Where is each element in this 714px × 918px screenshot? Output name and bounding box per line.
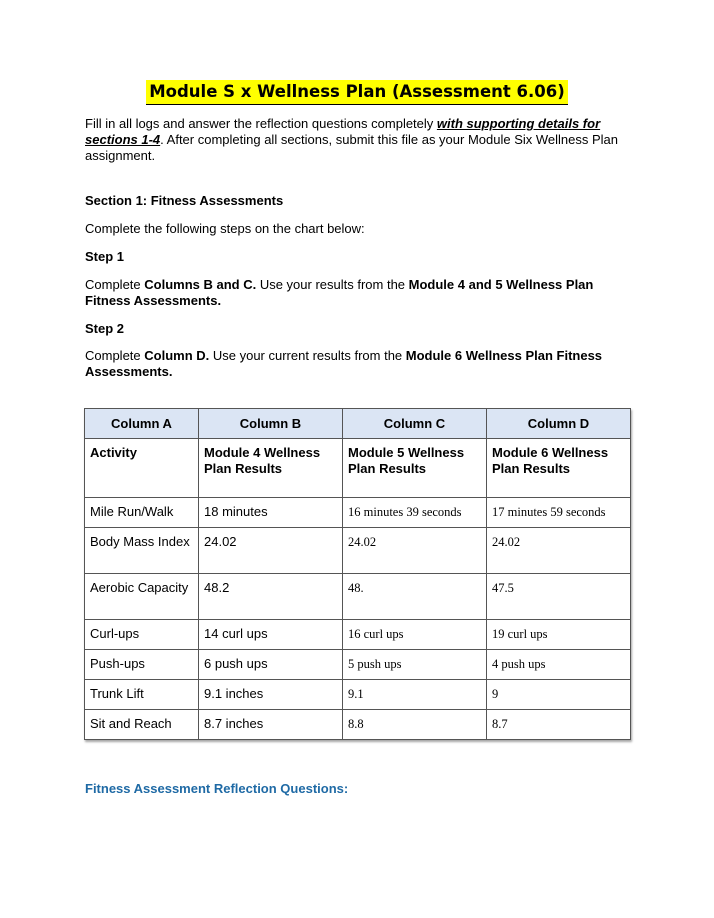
step2-bold1: Column D. [144,348,210,363]
activity-cell[interactable]: Body Mass Index [85,528,199,574]
result-cell[interactable]: 5 push ups [343,650,487,680]
table-subheader-row [85,439,631,498]
result-cell[interactable]: 8.8 [343,710,487,740]
result-cell[interactable]: 24.02 [199,528,343,574]
page-title: Module S x Wellness Plan (Assessment 6.06) [146,80,568,105]
section1-instruction: Complete the following steps on the chart below: [85,221,365,236]
step1-text [85,277,630,309]
intro-text-after: . After completing all sections, submit this file as your Module Six Wellness Plan assignment. [85,132,619,163]
step1-bold2: Module 4 and 5 Wellness Plan Fitness Assessments. [85,277,594,308]
result-cell[interactable]: 14 curl ups [199,620,343,650]
reflection-heading: Fitness Assessment Reflection Questions: [85,781,349,796]
intro-text-before: Fill in all logs and answer the reflection questions completely [85,116,437,131]
result-cell[interactable]: 6 push ups [199,650,343,680]
activity-cell[interactable]: Push-ups [85,650,199,680]
column-header: Column C [343,409,487,439]
activity-cell[interactable]: Sit and Reach [85,710,199,740]
table-row [85,620,631,650]
title-wrap [0,80,714,105]
activity-cell[interactable]: Aerobic Capacity [85,574,199,620]
subheader-cell[interactable]: Activity [85,439,199,498]
table-row [85,498,631,528]
step1-heading: Step 1 [85,249,125,264]
column-header: Column B [199,409,343,439]
result-cell[interactable]: 18 minutes [199,498,343,528]
step2-text [85,348,630,380]
column-header: Column A [85,409,199,439]
result-cell[interactable]: 48. [343,574,487,620]
result-cell[interactable]: 17 minutes 59 seconds [487,498,631,528]
column-header: Column D [487,409,631,439]
step2-bold2: Module 6 Wellness Plan Fitness Assessments. [85,348,603,379]
result-cell[interactable]: 9.1 inches [199,680,343,710]
activity-cell[interactable]: Curl-ups [85,620,199,650]
step1-mid: Use your results from the [256,277,409,292]
result-cell[interactable]: 19 curl ups [487,620,631,650]
step2-pre: Complete [85,348,145,363]
step2-heading: Step 2 [85,321,125,336]
table-row [85,574,631,620]
result-cell[interactable]: 16 minutes 39 seconds [343,498,487,528]
fitness-assessment-table [84,408,631,740]
activity-cell[interactable]: Mile Run/Walk [85,498,199,528]
activity-cell[interactable]: Trunk Lift [85,680,199,710]
table-row [85,528,631,574]
subheader-cell[interactable]: Module 6 Wellness Plan Results [487,439,631,498]
step2-mid: Use your current results from the [209,348,406,363]
result-cell[interactable]: 24.02 [343,528,487,574]
table-row [85,680,631,710]
intro-emphasis: with supporting details for sections 1-4 [85,116,601,147]
step1-bold1: Columns B and C. [144,277,257,292]
result-cell[interactable]: 8.7 inches [199,710,343,740]
intro-paragraph [85,116,630,164]
table-row [85,710,631,740]
step1-pre: Complete [85,277,145,292]
subheader-cell[interactable]: Module 4 Wellness Plan Results [199,439,343,498]
subheader-cell[interactable]: Module 5 Wellness Plan Results [343,439,487,498]
table-row [85,650,631,680]
result-cell[interactable]: 9.1 [343,680,487,710]
section1-heading: Section 1: Fitness Assessments [85,193,284,208]
table-column-header-row [85,409,631,439]
result-cell[interactable]: 16 curl ups [343,620,487,650]
result-cell[interactable]: 9 [487,680,631,710]
result-cell[interactable]: 48.2 [199,574,343,620]
result-cell[interactable]: 47.5 [487,574,631,620]
result-cell[interactable]: 24.02 [487,528,631,574]
result-cell[interactable]: 8.7 [487,710,631,740]
result-cell[interactable]: 4 push ups [487,650,631,680]
